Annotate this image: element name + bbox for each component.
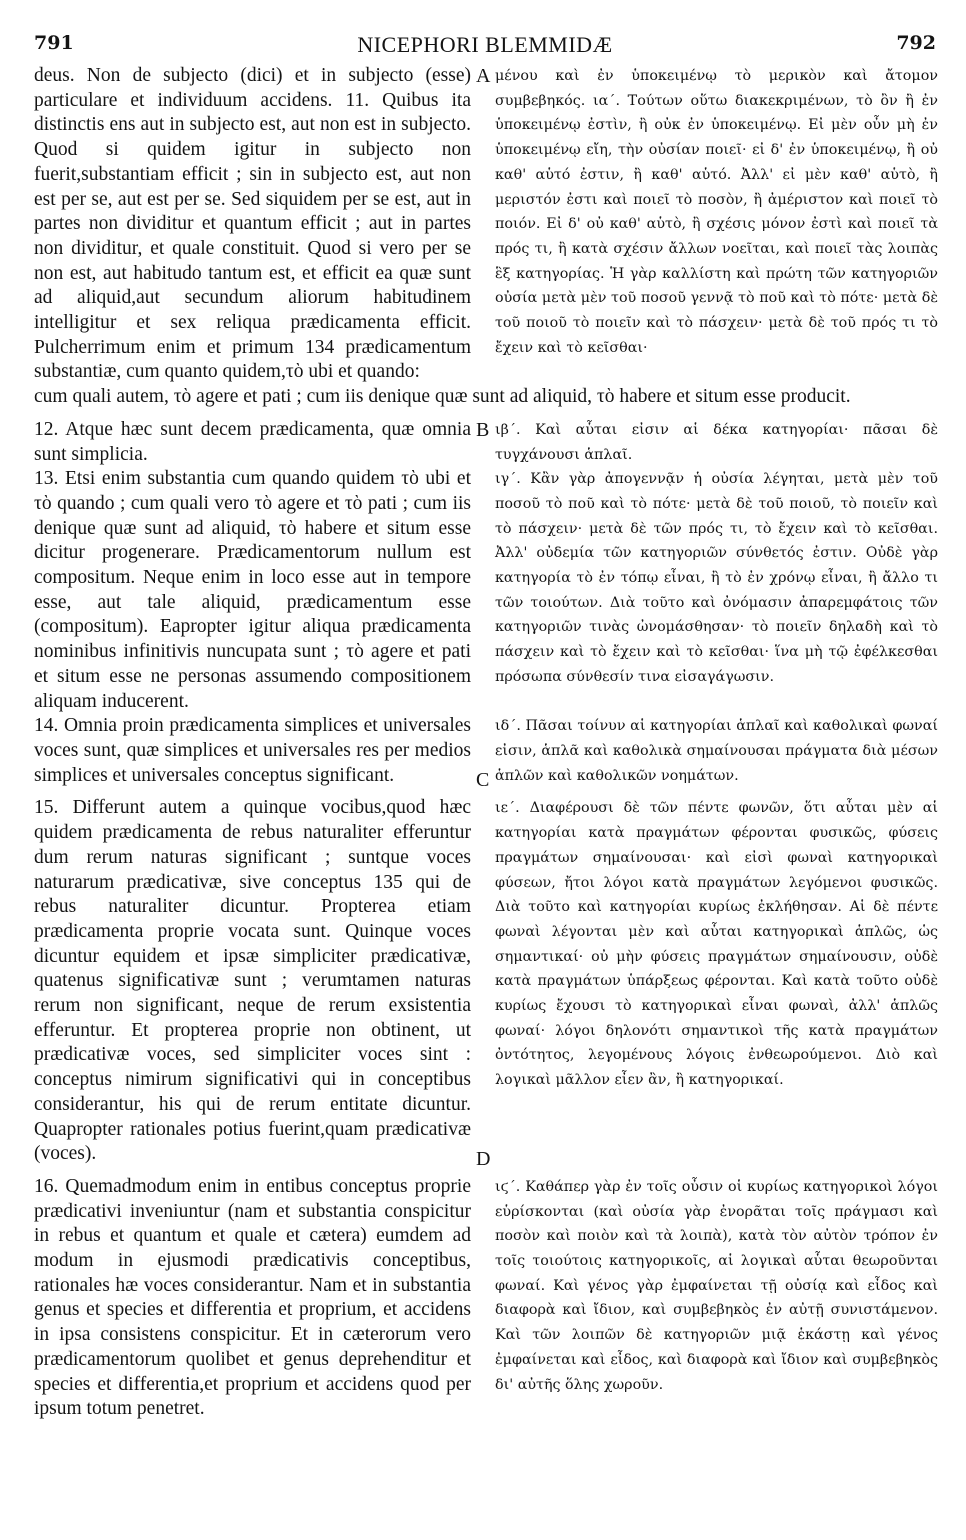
- greek-column: [495, 467, 938, 689]
- greek-column: [495, 714, 938, 788]
- greek-paragraph-16: ιϛ΄. Καθάπερ γὰρ ἐν τοῖς οὖσιν οἱ κυρίως κατηγορικοὶ λόγοι εὑρίσκονται (καὶ οὐσία γὰρ ἐνορᾶται τοῖς πράγμασι καὶ ποσὸν καὶ ποιὸν καὶ τὰ λοιπὰ), κατὰ τὸν αὐτὸν τρόπον ἐν τοῖς τοιούτοις κατηγορικοῖς, αἱ λογικαὶ αὗται θεωροῦνται φωναί. Καὶ γένος γὰρ ἐμφαίνεται τῇ οὐσίᾳ καὶ εἶδος καὶ διαφορὰ καὶ ἴδιον, καὶ συμβεβηκὸς ἐν αὐτῇ συνιστάμενον. Καὶ τῶν λοιπῶν δὲ κατηγοριῶν μιᾷ ἑκάστῃ καὶ γένος ἐμφαίνεται καὶ εἶδος, καὶ διαφορὰ καὶ ἴδιον καὶ συμβεβηκὸς δι' αὐτῆς ὅλης χωροῦν.: [495, 1178, 938, 1393]
- greek-paragraph-15: ιε΄. Διαφέρουσι δὲ τῶν πέντε φωνῶν, ὅτι αὗται μὲν αἱ κατηγορίαι κατὰ πραγμάτων φέρονται φυσικῶς, φύσεις πραγμάτων σημαίνουσαι· καὶ εἰσὶ φωναὶ κατηγορικαὶ φύσεων, ἤτοι λόγοι κατὰ πραγμάτων λεγόμενοι φυσικῶς. Διὰ τοῦτο καὶ κατηγορίαι κυρίως ἐκλήθησαν. Αἱ δὲ πέντε φωναὶ λέγονται μὲν καὶ αὗται κατηγορικαὶ ἁπλῶς, ὡς σημαντικαί· οὐ μὴν φύσεις πραγμάτων σημαίνουσιν, οὐδὲ κατὰ πραγμάτων ὑπάρξεως φέρονται. Καὶ κατὰ τοῦτο οὐδὲ κυρίως ἔχουσι τὸ κατηγορικαὶ εἶναι φωναὶ, ἀλλ' ἁπλῶς φωναί· λόγοι δηλονότι σημαντικοὶ τῆς κατὰ πραγμάτων ὀντότητος, λεγομένους λόγοις ἐνθεωρούμενοι. Διὸ καὶ λογικαὶ μᾶλλον εἶεν ἂν, ἢ κατηγορικαί.: [495, 800, 938, 1089]
- section-16: [34, 1175, 938, 1422]
- latin-paragraph-13: 13. Etsi enim substantia cum quando quidem τὸ ubi et τὸ quando ; cum quali vero τὸ agere et τὸ pati ; cum iis denique quæ sunt ad aliquid, τὸ habere et situm esse dicitur progenerare. Prædicamentorum nullum est compositum. Neque enim in loco esse aut in tempore esse, aut tale aliquid, prædicamentum esse (compositum). Eapropter igitur aliqua prædicamenta nominibus infinitivis nuncupata sunt ; τὸ agere et pati et situm esse ne personas assumendo compositionem aliquam inducerent.: [34, 468, 471, 712]
- latin-column: [34, 1175, 471, 1422]
- latin-column: [34, 64, 471, 385]
- page-body: [34, 64, 938, 1534]
- latin-column: [34, 467, 471, 714]
- latin-paragraph-12: 12. Atque hæc sunt decem prædicamenta, quæ omnia sunt simplicia.: [34, 418, 471, 465]
- latin-column: [34, 418, 471, 467]
- section-10-11: [34, 64, 938, 385]
- greek-column: [495, 64, 938, 360]
- greek-column: [495, 418, 938, 467]
- latin-paragraph-14: 14. Omnia proin prædicamenta simplices et universales voces sunt, quæ simplices et universales res per medios simplices et universales conceptus significant.: [34, 715, 471, 786]
- page-number-right: 792: [896, 32, 936, 54]
- greek-paragraph-11: μένου καὶ ἐν ὑποκειμένῳ τὸ μερικὸν καὶ ἄτομον συμβεβηκός. ια΄. Τούτων οὕτω διακεκριμένων, τὸ ὂν ἢ ἐν ὑποκειμένῳ ἐστὶν, ἢ οὐκ ἐν ὑποκειμένῳ. Εἰ μὲν οὖν μὴ ἐν ὑποκειμένῳ εἴη, τὴν οὐσίαν ποιεῖ· εἰ δ' ἐν ὑποκειμένῳ, ἢ οὐ καθ' αὑτό ἐστιν, ἢ καθ' αὑτό. Ἀλλ' εἰ μὲν καθ' αὑτὸ, ἢ μεριστόν ἐστι καὶ ποιεῖ τὸ ποσὸν, ἢ ἀμέριστον καὶ ποιεῖ τὸ ποιόν. Εἰ δ' οὐ καθ' αὑτὸ, ἢ σχέσις μόνον ἐστὶ καὶ ποιεῖ τὰ πρός τι, ἢ κατὰ σχέσιν ἄλλων νοεῖται, καὶ ποιεῖ τὰς λοιπὰς ἓξ κατηγορίας. Ἡ γὰρ καλλίστη καὶ πρώτη τῶν κατηγοριῶν οὐσία μετὰ μὲν τοῦ ποσοῦ γεννᾷ τὸ ποῦ καὶ τὸ πότε· μετὰ δὲ τοῦ ποιοῦ τὸ ποιεῖν καὶ τὸ πάσχειν· μετὰ δὲ τοῦ πρός τι τὸ ἔχειν καὶ τὸ κεῖσθαι·: [495, 68, 938, 356]
- margin-marker-d: D: [476, 1147, 491, 1170]
- latin-paragraph-16: 16. Quemadmodum enim in entibus conceptus proprie prædicativi inveniuntur (nam et substantia conspicitur in rebus et quantum et quale et cætera) eumdem ad modum in ejusmodi prædicativis conceptibus, rationales hæ voces considerantur. Nam et in substantia genus et species et differentia et proprium, et accidens in ipsa consistens conspicitur. Et in cæterorum vero prædicamentorum quolibet et genus deprehenditur et species et differentia,et proprium et accidens quod per ipsum totum penetret.: [34, 1175, 471, 1420]
- page-number-left: 791: [34, 32, 74, 54]
- greek-paragraph-13: ιγ΄. Κἂν γὰρ ἀπογεννᾷν ἡ οὐσία λέγηται, μετὰ μὲν τοῦ ποσοῦ τὸ ποῦ καὶ τὸ πότε· μετὰ δὲ τοῦ ποιοῦ, τὸ ποιεῖν καὶ τὸ πάσχειν· μετὰ δὲ τῶν πρός τι, τὸ ἔχειν καὶ τὸ κεῖσθαι. Ἀλλ' οὐδεμία τῶν κατηγοριῶν σύνθετός ἐστιν. Οὐδὲ γὰρ κατηγορία τὸ ἐν τόπῳ εἶναι, ἢ τὸ ἐν χρόνῳ εἶναι, ἢ ἄλλο τι τῶν τοιούτων. Διὰ τοῦτο καὶ ὀνόμασιν ἀπαρεμφάτοις τῶν κατηγοριῶν τινὰς ὠνομάσθησαν· τὸ ποιεῖν δηλαδὴ καὶ τὸ πάσχειν καὶ τὸ ἔχειν καὶ τὸ κεῖσθαι· ἵνα μὴ τῷ ἐφέλκεσθαι πρόσωπα σύνθεσίν τινα εἰσαγάγωσιν.: [495, 471, 938, 685]
- margin-marker-c: C: [476, 769, 490, 792]
- greek-column: [495, 796, 938, 1092]
- section-12: [34, 418, 938, 467]
- latin-paragraph-11: deus. Non de subjecto (dici) et in subjecto (esse) particulare et individuum accidens. 11. Quibus ita distinctis ens aut in subjecto est, aut non est in subjecto. Quod si quidem igitur in subjecto non fuerit,substantiam efficit ; sin in subjecto est, aut non est per se, aut est per se. Sed siquidem per se est, aut in partes non dividitur et quantum efficit ; aut in partes non dividitur, et quale constituit. Quod si vero per se non est, aut habitudo tantum est, et efficit ea quæ sunt ad aliquid,aut secundum aliorum habitudinem intelligitur et sex reliqua prædicamenta efficit. Pulcherrimum enim et primum 134 prædicamentum substantiæ, cum quanto quidem,τὸ ubi et quando:: [34, 65, 471, 383]
- latin-column: [34, 796, 471, 1167]
- running-header: [34, 32, 936, 60]
- latin-paragraph-15: 15. Differunt autem a quinque vocibus,quod hæc quidem prædicamenta de rebus naturaliter efferuntur dum rerum naturas significant ; suntque voces naturarum prædicativæ, sive conceptus 135 qui de rebus naturaliter dicuntur. Propterea etiam prædicamenta proprie vocata sunt. Quinque voces dicuntur equidem et ipsæ simpliciter prædicativæ, quatenus significativæ sunt ; verumtamen naturas rerum non significant, neque de rerum exsistentia efferuntur. Et propterea proprie non obtinent, ut prædicativæ voces, sed simpliciter voces sint : conceptus nimirum significativi qui in conceptibus considerantur, his qui de rerum entitate dicuntur. Quapropter rationales potius fuerint,quam prædicativæ (voces).: [34, 797, 471, 1165]
- latin-full-width-line: cum quali autem, τὸ agere et pati ; cum iis denique quæ sunt ad aliquid, τὸ habere et situm esse producit.: [34, 386, 851, 408]
- section-13: [34, 467, 938, 714]
- greek-paragraph-12: ιβ΄. Καὶ αὗται εἰσιν αἱ δέκα κατηγορίαι· πᾶσαι δὲ τυγχάνουσι ἁπλαῖ.: [495, 421, 938, 463]
- greek-paragraph-14: ιδ΄. Πᾶσαι τοίνυν αἱ κατηγορίαι ἁπλαῖ καὶ καθολικαὶ φωναί εἰσιν, ἁπλᾶ καὶ καθολικὰ σημαίνουσαι πράγματα διὰ μέσων ἁπλῶν καὶ καθολικῶν νοημάτων.: [495, 718, 938, 784]
- latin-column: [34, 714, 471, 788]
- section-15: [34, 796, 938, 1170]
- section-14: [34, 714, 938, 792]
- running-title: NICEPHORI BLEMMIDÆ: [357, 32, 613, 57]
- greek-column: [495, 1175, 938, 1397]
- margin-marker-a: A: [476, 65, 491, 87]
- margin-marker-b: B: [476, 418, 490, 441]
